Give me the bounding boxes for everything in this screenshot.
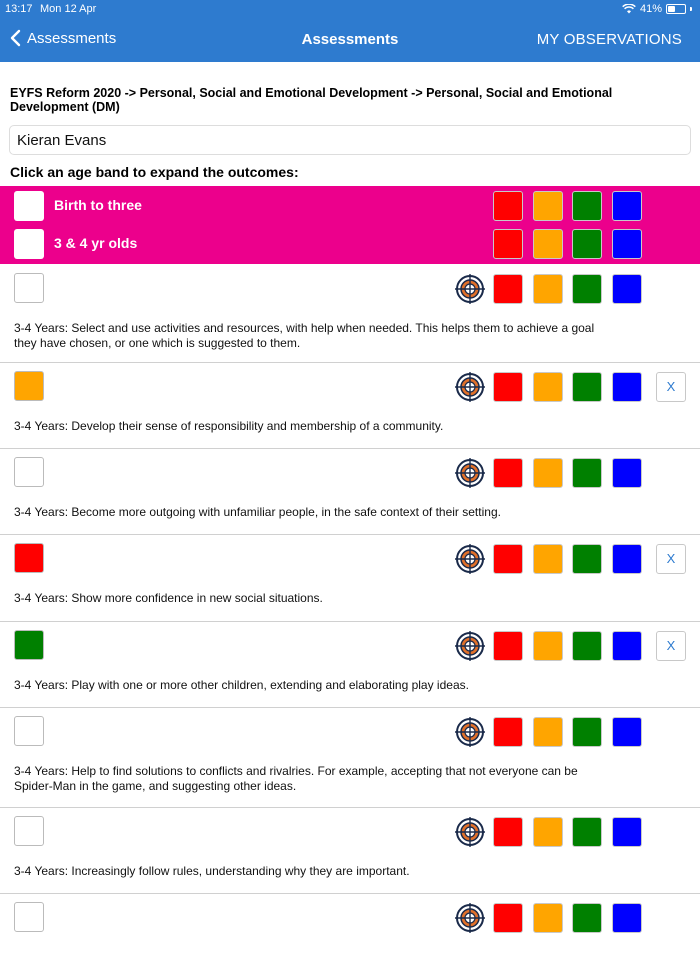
rating-red-button[interactable] xyxy=(493,372,523,402)
age-band-3-4-yr-olds[interactable] xyxy=(0,225,700,263)
rating-blue-button[interactable] xyxy=(612,229,642,259)
rating-blue-button[interactable] xyxy=(612,903,642,933)
rating-orange-button[interactable] xyxy=(533,274,563,304)
rating-blue-button[interactable] xyxy=(612,544,642,574)
outcome-status-box[interactable] xyxy=(14,543,44,573)
battery-icon xyxy=(666,4,686,14)
rating-green-button[interactable] xyxy=(572,372,602,402)
age-band-label: 3 & 4 yr olds xyxy=(54,235,138,251)
outcome-text: 3-4 Years: Select and use activities and resources, with help when needed. This helps them to achieve a goal they have chosen, or one which is suggested to them. xyxy=(14,321,595,350)
outcome-text: 3-4 Years: Become more outgoing with unfamiliar people, in the safe context of their setting. xyxy=(14,505,501,519)
battery-tip xyxy=(690,7,692,11)
instruction-text: Click an age band to expand the outcomes: xyxy=(10,164,299,180)
rating-green-button[interactable] xyxy=(572,191,602,221)
target-icon[interactable] xyxy=(455,274,485,304)
age-band-panel xyxy=(0,186,700,264)
rating-red-button[interactable] xyxy=(493,274,523,304)
rating-green-button[interactable] xyxy=(572,631,602,661)
clear-rating-button[interactable]: X xyxy=(656,372,686,402)
outcome-text: 3-4 Years: Increasingly follow rules, understanding why they are important. xyxy=(14,864,410,878)
rating-blue-button[interactable] xyxy=(612,458,642,488)
rating-orange-button[interactable] xyxy=(533,903,563,933)
target-icon[interactable] xyxy=(455,631,485,661)
rating-orange-button[interactable] xyxy=(533,544,563,574)
status-indicators xyxy=(622,3,692,15)
outcome-row xyxy=(0,265,700,363)
outcome-text: 3-4 Years: Show more confidence in new social situations. xyxy=(14,591,323,605)
outcome-status-box[interactable] xyxy=(14,816,44,846)
outcome-status-box[interactable] xyxy=(14,273,44,303)
rating-blue-button[interactable] xyxy=(612,631,642,661)
rating-orange-button[interactable] xyxy=(533,817,563,847)
rating-orange-button[interactable] xyxy=(533,191,563,221)
wifi-icon xyxy=(622,4,636,14)
rating-red-button[interactable] xyxy=(493,903,523,933)
rating-blue-button[interactable] xyxy=(612,717,642,747)
age-band-checkbox[interactable] xyxy=(14,229,44,259)
outcome-row xyxy=(0,535,700,622)
rating-green-button[interactable] xyxy=(572,817,602,847)
my-observations-button[interactable]: MY OBSERVATIONS xyxy=(536,31,682,48)
clear-rating-button[interactable]: X xyxy=(656,631,686,661)
rating-orange-button[interactable] xyxy=(533,458,563,488)
target-icon[interactable] xyxy=(455,903,485,933)
rating-orange-button[interactable] xyxy=(533,631,563,661)
age-band-label: Birth to three xyxy=(54,197,142,213)
clear-rating-button[interactable]: X xyxy=(656,544,686,574)
rating-orange-button[interactable] xyxy=(533,717,563,747)
target-icon[interactable] xyxy=(455,817,485,847)
breadcrumb: EYFS Reform 2020 -> Personal, Social and Emotional Development -> Personal, Social and Emotional Development (DM) xyxy=(10,86,613,114)
rating-green-button[interactable] xyxy=(572,229,602,259)
nav-bar xyxy=(0,20,700,62)
outcome-status-box[interactable] xyxy=(14,716,44,746)
age-band-checkbox[interactable] xyxy=(14,191,44,221)
status-time: 13:17 xyxy=(5,3,33,15)
rating-green-button[interactable] xyxy=(572,274,602,304)
outcome-row xyxy=(0,894,700,954)
rating-green-button[interactable] xyxy=(572,903,602,933)
rating-red-button[interactable] xyxy=(493,191,523,221)
back-button[interactable] xyxy=(10,29,116,47)
outcome-row xyxy=(0,808,700,894)
status-date: Mon 12 Apr xyxy=(40,3,97,15)
target-icon[interactable] xyxy=(455,458,485,488)
rating-red-button[interactable] xyxy=(493,229,523,259)
rating-blue-button[interactable] xyxy=(612,817,642,847)
rating-green-button[interactable] xyxy=(572,544,602,574)
outcome-status-box[interactable] xyxy=(14,902,44,932)
target-icon[interactable] xyxy=(455,717,485,747)
outcome-text: 3-4 Years: Develop their sense of responsibility and membership of a community. xyxy=(14,419,444,433)
rating-green-button[interactable] xyxy=(572,717,602,747)
rating-blue-button[interactable] xyxy=(612,372,642,402)
outcome-row xyxy=(0,449,700,535)
outcome-status-box[interactable] xyxy=(14,630,44,660)
chevron-left-icon xyxy=(10,29,21,47)
rating-red-button[interactable] xyxy=(493,817,523,847)
back-label: Assessments xyxy=(27,29,117,47)
rating-green-button[interactable] xyxy=(572,458,602,488)
rating-orange-button[interactable] xyxy=(533,372,563,402)
outcome-row xyxy=(0,708,700,808)
battery-percent: 41% xyxy=(639,3,662,15)
rating-blue-button[interactable] xyxy=(612,274,642,304)
page-title: Assessments xyxy=(301,31,399,48)
rating-red-button[interactable] xyxy=(493,717,523,747)
rating-red-button[interactable] xyxy=(493,458,523,488)
status-bar xyxy=(0,0,700,20)
outcome-row xyxy=(0,622,700,708)
outcome-row xyxy=(0,363,700,449)
child-name-field[interactable]: Kieran Evans xyxy=(9,125,691,155)
target-icon[interactable] xyxy=(455,544,485,574)
rating-red-button[interactable] xyxy=(493,631,523,661)
rating-red-button[interactable] xyxy=(493,544,523,574)
age-band-birth-to-three[interactable] xyxy=(0,187,700,225)
outcome-text: 3-4 Years: Help to find solutions to conflicts and rivalries. For example, accepting that not everyone can be Spider-Man in the game, and suggesting other ideas. xyxy=(14,764,578,793)
outcome-text: 3-4 Years: Play with one or more other children, extending and elaborating play ideas. xyxy=(14,678,469,692)
outcome-status-box[interactable] xyxy=(14,457,44,487)
rating-blue-button[interactable] xyxy=(612,191,642,221)
outcome-status-box[interactable] xyxy=(14,371,44,401)
target-icon[interactable] xyxy=(455,372,485,402)
rating-orange-button[interactable] xyxy=(533,229,563,259)
